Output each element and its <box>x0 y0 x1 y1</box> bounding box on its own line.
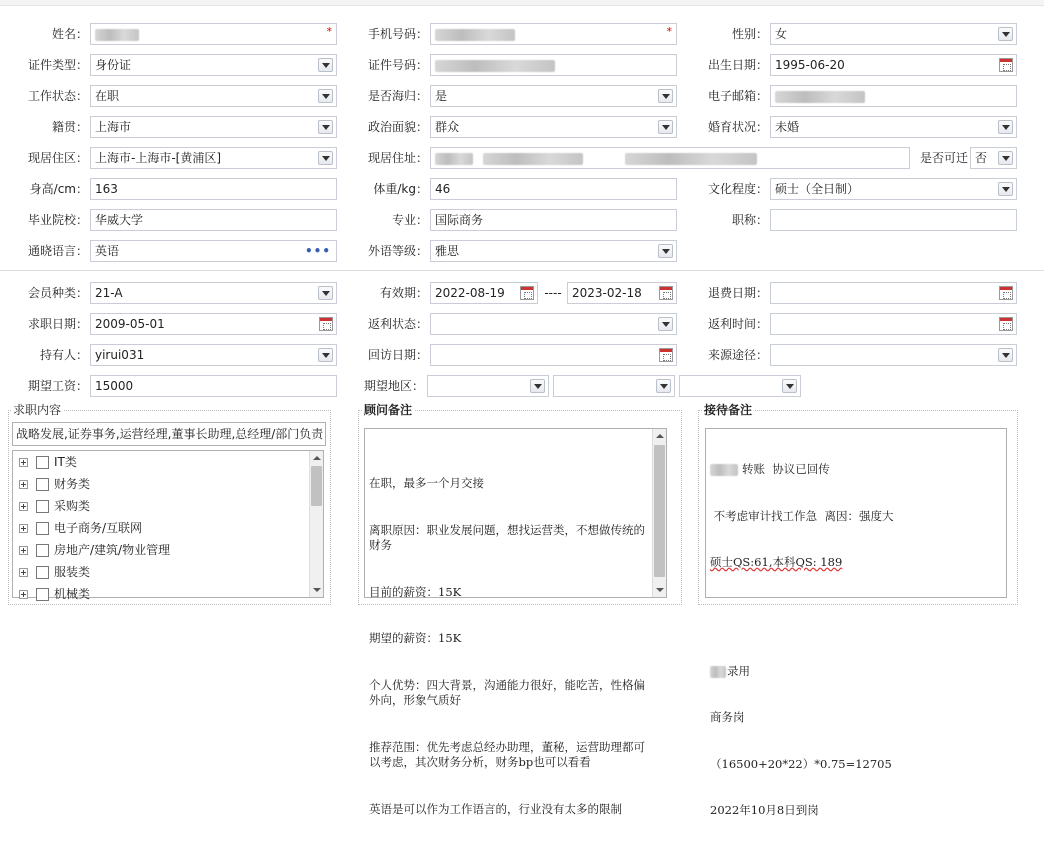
calendar-icon[interactable] <box>659 348 673 362</box>
overseas-select[interactable] <box>430 85 677 107</box>
chevron-down-icon[interactable] <box>318 348 333 362</box>
height-value: 163 <box>95 182 118 196</box>
checkbox[interactable] <box>36 456 49 469</box>
checkbox[interactable] <box>36 544 49 557</box>
tree-item-label: 房地产/建筑/物业管理 <box>54 543 171 557</box>
id-type-value: 身份证 <box>95 58 132 72</box>
chevron-down-icon[interactable] <box>658 120 673 134</box>
reception-notes-title: 接待备注 <box>704 403 753 417</box>
address-label: 现居住址： <box>367 151 428 165</box>
tree-item-label: 采购类 <box>54 499 91 513</box>
birth-value: 1995-06-20 <box>775 58 845 72</box>
scroll-down-icon[interactable] <box>310 583 323 597</box>
relocate-value: 否 <box>975 151 988 165</box>
gender-select[interactable] <box>770 23 1017 45</box>
checkbox[interactable] <box>36 566 49 579</box>
tree-scrollbar[interactable] <box>309 451 323 597</box>
section-divider <box>0 270 1044 271</box>
rebate-time-input[interactable] <box>770 313 1017 335</box>
salary-input[interactable] <box>90 375 337 397</box>
chevron-down-icon[interactable] <box>658 89 673 103</box>
phone-label: 手机号码： <box>367 27 428 41</box>
height-label: 身高/cm： <box>29 182 88 196</box>
tree-item[interactable] <box>19 473 90 495</box>
tree-item-label: 财务类 <box>54 477 91 491</box>
plus-icon[interactable] <box>19 568 28 577</box>
political-label: 政治面貌： <box>367 120 428 134</box>
note-line <box>710 664 1002 680</box>
note-line: 在职，最多一个月交接 <box>369 476 484 490</box>
work-status-value: 在职 <box>95 89 120 103</box>
note-line <box>710 462 1002 478</box>
note-line: 期望的薪资：15K <box>369 631 462 645</box>
marital-select[interactable] <box>770 116 1017 138</box>
note-text: 录用 <box>727 663 750 678</box>
native-label: 籍贯： <box>51 120 88 134</box>
name-label: 姓名： <box>51 27 88 41</box>
calendar-icon[interactable] <box>999 317 1013 331</box>
scroll-down-icon[interactable] <box>653 583 666 597</box>
tree-item[interactable] <box>19 495 90 517</box>
lang-label: 通晓语言： <box>27 244 88 258</box>
id-no-label: 证件号码： <box>367 58 428 72</box>
major-value: 国际商务 <box>435 213 484 227</box>
valid-label: 有效期： <box>379 286 428 300</box>
marital-value: 未婚 <box>775 120 800 134</box>
major-label: 专业： <box>391 213 428 227</box>
tree-item[interactable] <box>19 451 77 473</box>
valid-to-value: 2023-02-18 <box>572 286 642 300</box>
ellipsis-icon[interactable]: ••• <box>304 244 331 258</box>
valid-separator: ---- <box>544 286 562 300</box>
email-label: 电子邮箱： <box>707 89 768 103</box>
scroll-up-icon[interactable] <box>653 429 666 443</box>
reception-notes-textarea[interactable] <box>705 428 1007 817</box>
calendar-icon[interactable] <box>319 317 333 331</box>
lang-level-value: 雅思 <box>435 244 460 258</box>
area-label: 现居住区： <box>27 151 88 165</box>
edu-label: 文化程度： <box>707 182 768 196</box>
id-no-input[interactable] <box>430 54 677 76</box>
birth-date-input[interactable] <box>770 54 1017 76</box>
calendar-icon[interactable] <box>999 286 1013 300</box>
tree-item-label: 电子商务/互联网 <box>54 521 143 535</box>
region-label: 期望地区： <box>363 379 424 393</box>
calendar-icon[interactable] <box>659 286 673 300</box>
chevron-down-icon[interactable] <box>318 58 333 72</box>
note-line: 目前的薪资：15K <box>369 584 462 599</box>
holder-select[interactable] <box>90 344 337 366</box>
tree-item[interactable] <box>19 517 142 539</box>
tree-item[interactable] <box>19 561 90 583</box>
relocate-select[interactable] <box>970 147 1017 169</box>
plus-icon[interactable] <box>19 480 28 489</box>
area-value: 上海市-上海市-[黄浦区] <box>95 151 222 165</box>
plus-icon[interactable] <box>19 458 28 467</box>
region-district-select[interactable] <box>679 375 801 397</box>
native-select[interactable] <box>90 116 337 138</box>
region-province-select[interactable] <box>427 375 549 397</box>
valid-from-value: 2022-08-19 <box>435 286 505 300</box>
chevron-down-icon[interactable] <box>998 27 1013 41</box>
note-line: 推荐范围：优先考虑总经办助理，董秘，运营助理都可以考虑，其次财务分析，财务bp也可以看看 <box>369 739 645 769</box>
school-label: 毕业院校： <box>27 213 88 227</box>
political-select[interactable] <box>430 116 677 138</box>
gender-value: 女 <box>775 27 788 41</box>
checkbox[interactable] <box>36 500 49 513</box>
work-status-label: 工作状态： <box>27 89 88 103</box>
political-value: 群众 <box>435 120 460 134</box>
member-select[interactable] <box>90 282 337 304</box>
lang-level-label: 外语等级： <box>367 244 428 258</box>
title-input[interactable] <box>770 209 1017 231</box>
school-input[interactable] <box>90 209 337 231</box>
weight-label: 体重/kg： <box>373 182 428 196</box>
lang-input[interactable] <box>90 240 337 262</box>
job-date-label: 求职日期： <box>27 317 88 331</box>
chevron-down-icon[interactable] <box>658 317 673 331</box>
region-city-select[interactable] <box>553 375 675 397</box>
address-input[interactable] <box>430 147 910 169</box>
salary-value: 15000 <box>95 379 134 393</box>
gender-label: 性别： <box>731 27 768 41</box>
tree-item[interactable] <box>19 539 170 561</box>
refund-label: 退费日期： <box>707 286 768 300</box>
calendar-icon[interactable] <box>999 58 1013 72</box>
note-line: 离职原因：职业发展问题，想找运营类，不想做传统的财务 <box>369 522 645 552</box>
height-input[interactable] <box>90 178 337 200</box>
email-input[interactable] <box>770 85 1017 107</box>
edu-select[interactable] <box>770 178 1017 200</box>
checkbox[interactable] <box>36 522 49 535</box>
job-content-summary[interactable]: 战略发展,证券事务,运营经理,董事长助理,总经理/部门负责 <box>12 422 326 446</box>
consultant-notes-textarea[interactable] <box>364 428 667 816</box>
salary-label: 期望工资： <box>27 379 88 393</box>
native-value: 上海市 <box>95 120 132 134</box>
id-type-select[interactable] <box>90 54 337 76</box>
job-date-value: 2009-05-01 <box>95 317 165 331</box>
notes-scrollbar[interactable] <box>652 429 666 597</box>
consultant-notes-title: 顾问备注 <box>364 403 413 417</box>
chevron-down-icon[interactable] <box>998 151 1013 165</box>
note-text: 转账 协议已回传 <box>742 462 830 476</box>
job-date-input[interactable] <box>90 313 337 335</box>
plus-icon[interactable] <box>19 546 28 555</box>
title-label: 职称： <box>731 213 768 227</box>
chevron-down-icon[interactable] <box>318 286 333 300</box>
note-line: 英语是可以作为工作语言的，行业没有太多的限制 <box>369 801 622 816</box>
member-value: 21-A <box>95 286 123 300</box>
id-type-label: 证件类型： <box>27 58 88 72</box>
top-strip <box>0 0 1044 6</box>
chevron-down-icon[interactable] <box>658 244 673 258</box>
rebate-status-label: 返利状态： <box>367 317 428 331</box>
callback-date-input[interactable] <box>430 344 677 366</box>
tree-item-label: 服装类 <box>54 565 91 579</box>
note-text: 硕士QS:61,本科QS: 189 <box>710 555 843 569</box>
valid-to-input[interactable] <box>567 282 677 304</box>
chevron-down-icon[interactable] <box>318 151 333 165</box>
plus-icon[interactable] <box>19 524 28 533</box>
chevron-down-icon[interactable] <box>998 120 1013 134</box>
tree-item[interactable] <box>19 583 90 605</box>
scroll-up-icon[interactable] <box>310 451 323 465</box>
major-input[interactable] <box>430 209 677 231</box>
lang-value: 英语 <box>95 244 120 258</box>
holder-value: yirui031 <box>95 348 145 362</box>
calendar-icon[interactable] <box>520 286 534 300</box>
school-value: 华威大学 <box>95 213 144 227</box>
member-label: 会员种类： <box>27 286 88 300</box>
work-status-select[interactable] <box>90 85 337 107</box>
note-line: 个人优势：四大背景，沟通能力很好，能吃苦，性格偏外向，形象气质好 <box>369 677 645 707</box>
chevron-down-icon[interactable] <box>998 348 1013 362</box>
chevron-down-icon[interactable] <box>318 120 333 134</box>
plus-icon[interactable] <box>19 502 28 511</box>
chevron-down-icon[interactable] <box>318 89 333 103</box>
weight-value: 46 <box>435 182 451 196</box>
chevron-down-icon[interactable] <box>782 379 797 393</box>
chevron-down-icon[interactable] <box>656 379 671 393</box>
tree-item-label: IT类 <box>54 455 77 469</box>
callback-label: 回访日期： <box>367 348 428 362</box>
checkbox[interactable] <box>36 478 49 491</box>
overseas-label: 是否海归： <box>367 89 428 103</box>
birth-label: 出生日期： <box>707 58 768 72</box>
holder-label: 持有人： <box>39 348 88 362</box>
chevron-down-icon[interactable] <box>530 379 545 393</box>
job-content-title: 求职内容 <box>13 403 62 417</box>
marital-label: 婚育状况： <box>707 120 768 134</box>
job-category-tree[interactable] <box>12 450 324 601</box>
phone-input[interactable]: * <box>430 23 677 45</box>
area-select[interactable] <box>90 147 337 169</box>
lang-level-select[interactable] <box>430 240 677 262</box>
plus-icon[interactable] <box>19 590 28 599</box>
note-line <box>710 602 1002 633</box>
scroll-thumb[interactable] <box>311 466 322 506</box>
valid-from-input[interactable] <box>430 282 538 304</box>
source-label: 来源途径： <box>707 348 768 362</box>
refund-date-input[interactable] <box>770 282 1017 304</box>
note-line: 商务岗 <box>710 710 745 724</box>
chevron-down-icon[interactable] <box>998 182 1013 196</box>
checkbox[interactable] <box>36 588 49 601</box>
note-line <box>710 555 1002 571</box>
rebate-time-label: 返利时间： <box>707 317 768 331</box>
name-input[interactable]: * <box>90 23 337 45</box>
note-line: 不考虑审计找工作急 离因：强度大 <box>710 508 894 523</box>
note-line: （16500+20*22）*0.75=12705 <box>710 756 892 771</box>
weight-input[interactable] <box>430 178 677 200</box>
overseas-value: 是 <box>435 89 448 103</box>
scroll-thumb[interactable] <box>654 445 665 577</box>
note-line: 2022年10月8日到岗 <box>710 803 819 817</box>
tree-item-label: 机械类 <box>54 587 91 601</box>
rebate-status-select[interactable] <box>430 313 677 335</box>
edu-value: 硕士（全日制） <box>775 182 860 196</box>
relocate-label: 是否可迁 <box>919 151 968 165</box>
source-select[interactable] <box>770 344 1017 366</box>
